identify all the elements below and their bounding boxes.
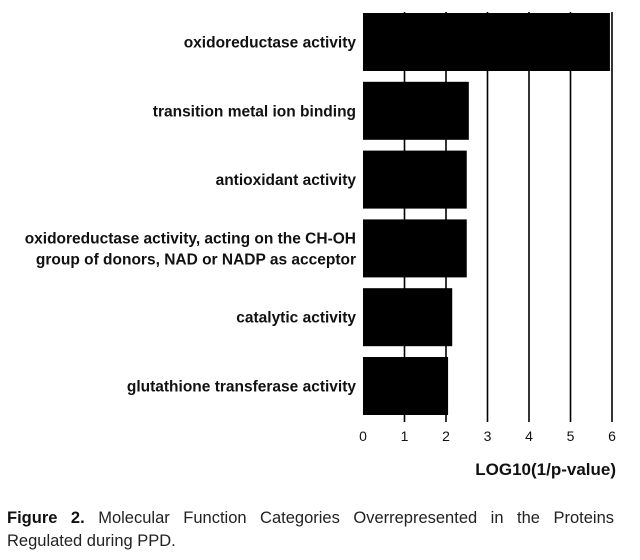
bar [363, 357, 448, 415]
bar [363, 219, 467, 277]
category-label [153, 103, 356, 120]
category-label [236, 310, 356, 327]
category-label [216, 172, 357, 189]
x-tick-label: 5 [566, 428, 575, 444]
x-tick-label: 0 [359, 428, 367, 444]
category-label [184, 35, 357, 52]
category-label-line: oxidoreductase activity, acting on the CH-OH [24, 230, 356, 248]
bar [363, 82, 469, 140]
category-label [25, 230, 356, 268]
x-tick-label: 3 [483, 428, 492, 444]
bar [363, 288, 452, 346]
x-axis-title: LOG10(1/p-value) [475, 460, 616, 479]
x-tick-labels [359, 428, 616, 444]
category-label-line: antioxidant activity [215, 172, 356, 190]
x-tick-label: 2 [442, 428, 450, 444]
bar [363, 151, 467, 209]
category-label-line: glutathione transferase activity [126, 378, 356, 396]
caption-text: Molecular Function Categories Overrepresented in the Proteins Regulated during PPD. [7, 509, 615, 550]
category-label-line: catalytic activity [236, 309, 356, 327]
category-label-line: oxidoreductase activity [183, 34, 356, 52]
x-tick-label: 1 [400, 428, 409, 444]
category-label-line: group of donors, NAD or NADP as acceptor [35, 251, 356, 269]
category-label [127, 379, 357, 396]
x-tick-label: 4 [525, 428, 533, 444]
bars [363, 13, 610, 415]
bar [363, 13, 610, 71]
category-label-line: transition metal ion binding [152, 103, 356, 121]
figure-caption [7, 507, 614, 553]
x-tick-label: 6 [608, 428, 616, 444]
category-labels [25, 35, 357, 396]
caption-lead: Figure 2. [7, 509, 85, 527]
